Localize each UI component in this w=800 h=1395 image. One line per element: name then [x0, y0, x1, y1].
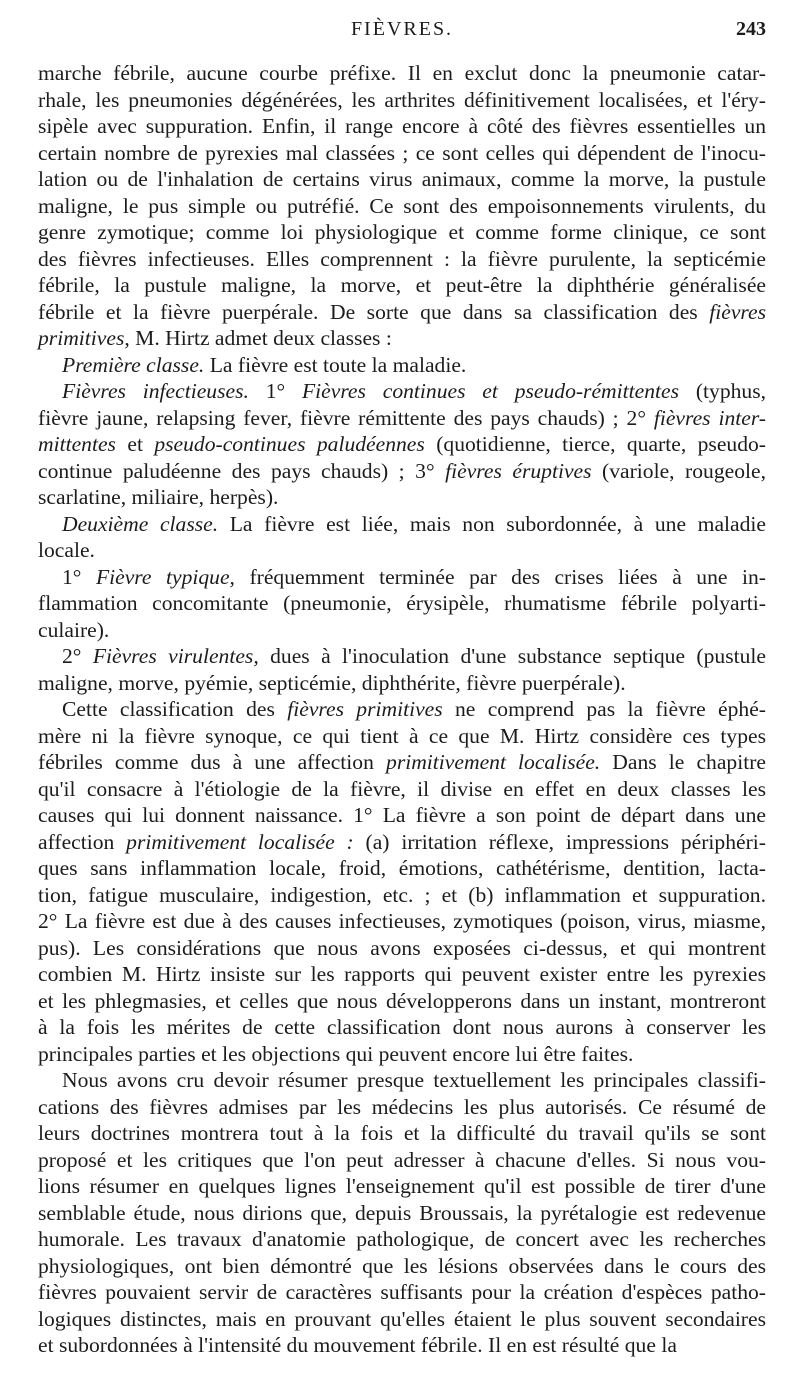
text-segment: 2° — [62, 644, 93, 668]
text-line — [38, 1147, 766, 1174]
text-line — [38, 723, 766, 750]
text-line — [38, 829, 766, 856]
text-segment: flammation concomitante (pneumonie, érysipèle, rhumatisme fébrile polyarti- — [38, 591, 766, 615]
text-line — [38, 670, 766, 697]
text-line — [38, 113, 766, 140]
italic-text: fièvres inter- — [653, 405, 766, 430]
text-line — [38, 935, 766, 962]
text-segment: (a) irritation réflexe, impressions périphéri- — [353, 829, 766, 854]
text-segment: humorale. Les travaux d'anatomie pathologique, de concert avec les recherches — [38, 1227, 766, 1251]
text-line — [38, 511, 766, 538]
text-line — [38, 484, 766, 511]
text-line — [38, 776, 766, 803]
text-segment: maligne, le pus simple ou putréfié. Ce sont des empoisonnements virulents, du — [38, 193, 766, 218]
text-segment: mère ni la fièvre synoque, ce qui tient à ce que M. Hirtz considère ces types — [38, 723, 766, 748]
italic-text: primitives — [38, 326, 125, 350]
text-line — [38, 988, 766, 1015]
text-segment: ques sans inflammation locale, froid, émotions, cathétérisme, dentition, lacta- — [38, 856, 766, 880]
text-segment: certain nombre de pyrexies mal classées ; ce sont celles qui dépendent de l'inocu- — [38, 140, 766, 165]
text-segment: ne comprend pas la fièvre éphé- — [442, 697, 766, 721]
text-segment: continue paludéenne des pays chauds) ; 3° — [38, 458, 446, 483]
text-segment: La fièvre est toute la maladie. — [204, 352, 467, 377]
text-segment: maligne, morve, pyémie, septicémie, diphthérite, fièvre puerpérale). — [38, 670, 626, 695]
text-line — [38, 1173, 766, 1200]
italic-text: Fièvre typique — [95, 564, 230, 589]
text-segment: fébrile, la pustule maligne, la morve, et peut-être la diphthérie généralisée — [38, 273, 766, 297]
text-line — [38, 87, 766, 114]
text-line — [38, 590, 766, 617]
italic-text: pseudo-continues paludéennes — [154, 432, 425, 456]
running-title: FIÈVRES. — [350, 18, 454, 40]
text-line — [38, 219, 766, 246]
text-line — [38, 617, 766, 644]
text-segment: logiques distinctes, mais en prouvant qu'elles étaient le plus souvent secondaires — [38, 1306, 766, 1331]
text-segment: des fièvres infectieuses. Elles comprennent : la fièvre purulente, la septicémie — [38, 246, 766, 271]
italic-text: Deuxième classe. — [62, 511, 219, 536]
running-head — [38, 4, 766, 50]
text-line — [38, 855, 766, 882]
text-line — [38, 140, 766, 167]
text-line — [38, 352, 766, 379]
italic-text: fièvres — [709, 299, 766, 324]
text-line — [38, 405, 766, 432]
text-line — [38, 166, 766, 193]
text-line — [38, 1332, 766, 1359]
body-text — [38, 60, 766, 1359]
text-line — [38, 537, 766, 564]
text-line — [38, 1279, 766, 1306]
text-segment: et — [115, 432, 155, 456]
italic-text: Fièvres continues et pseudo-rémittentes — [301, 379, 680, 403]
text-segment: principales parties et les objections qui peuvent encore lui être faites. — [38, 1041, 634, 1066]
text-line — [38, 1226, 766, 1253]
text-line — [38, 458, 766, 485]
text-segment: leurs doctrines montrera tout à la fois et la difficulté du travail qu'ils se sont — [38, 1121, 766, 1145]
text-line — [38, 564, 766, 591]
italic-text: fièvres éruptives — [445, 458, 592, 483]
text-segment: proposé et les critiques que l'on peut adresser à chacune d'elles. Si nous vou- — [38, 1147, 766, 1172]
text-segment: marche fébrile, aucune courbe préfixe. Il en exclut donc la pneumonie catar- — [38, 61, 766, 85]
text-segment: Nous avons cru devoir résumer presque textuellement les principales classifi- — [62, 1068, 766, 1092]
text-line — [38, 961, 766, 988]
text-line — [38, 1094, 766, 1121]
text-segment: tion, fatigue musculaire, indigestion, etc. ; et (b) inflammation et suppuration. — [38, 882, 766, 907]
text-line — [38, 246, 766, 273]
text-segment: fébrile et la fièvre puerpérale. De sorte que dans sa classification des — [38, 299, 710, 324]
text-segment: sipèle avec suppuration. Enfin, il range encore à côté des fièvres essentielles un — [38, 114, 766, 138]
text-segment: scarlatine, miliaire, herpès). — [38, 485, 279, 509]
italic-text: fièvres primitives — [287, 697, 443, 721]
text-line — [38, 378, 766, 405]
text-segment: locale. — [38, 538, 95, 562]
text-line — [38, 749, 766, 776]
text-line — [38, 1253, 766, 1280]
text-segment: 1° — [248, 379, 302, 403]
text-line — [38, 1306, 766, 1333]
text-segment: cations des fièvres admises par les médecins les plus autorisés. Ce résumé de — [38, 1094, 766, 1119]
text-line — [38, 299, 766, 326]
italic-text: Fièvres virulentes, — [92, 644, 259, 668]
text-line — [38, 1014, 766, 1041]
text-line — [38, 60, 766, 87]
italic-text: primitivement localisée : — [126, 829, 354, 854]
text-line — [38, 431, 766, 458]
italic-text: Fièvres infectieuses. — [62, 379, 249, 403]
page-number: 243 — [736, 18, 766, 40]
text-line — [38, 696, 766, 723]
text-segment: 1° — [62, 564, 96, 589]
text-segment: qu'il consacre à l'étiologie de la fièvre, il divise en effet en deux classes les — [38, 776, 766, 801]
text-segment: (variole, rougeole, — [591, 458, 766, 483]
text-segment: Dans le chapitre — [600, 750, 767, 774]
text-line — [38, 802, 766, 829]
text-segment: lation ou de l'inhalation de certains virus animaux, comme la morve, la pustule — [38, 167, 766, 191]
text-segment: culaire). — [38, 617, 110, 642]
text-line — [38, 1200, 766, 1227]
text-line — [38, 1041, 766, 1068]
text-segment: pus). Les considérations que nous avons exposées ci-dessus, et qui montrent — [38, 935, 766, 960]
text-line — [38, 882, 766, 909]
text-line — [38, 643, 766, 670]
text-line — [38, 1120, 766, 1147]
text-line — [38, 908, 766, 935]
text-segment: fébriles comme dus à une affection — [38, 750, 387, 774]
text-segment: 2° La fièvre est due à des causes infectieuses, zymotiques (poison, virus, miasme, — [38, 909, 766, 933]
text-segment: (quotidienne, tierce, quarte, pseudo- — [424, 432, 766, 456]
text-segment: combien M. Hirtz insiste sur les rapports qui peuvent exister entre les pyrexies — [38, 962, 766, 986]
text-segment: à la fois les mérites de cette classification dont nous aurons à conserver les — [38, 1015, 766, 1039]
text-segment: rhale, les pneumonies dégénérées, les arthrites définitivement localisées, et l'éry- — [38, 87, 766, 112]
text-segment: causes qui lui donnent naissance. 1° La fièvre a son point de départ dans une — [38, 803, 766, 827]
text-segment: (typhus, — [679, 379, 767, 403]
text-segment: , M. Hirtz admet deux classes : — [124, 326, 392, 350]
italic-text: mittentes — [38, 432, 116, 456]
text-segment: La fièvre est liée, mais non subordonnée, à une maladie — [218, 511, 766, 536]
text-segment: Cette classification des — [62, 697, 288, 721]
text-segment: , fréquemment terminée par des crises liées à une in- — [229, 564, 766, 589]
text-line — [38, 272, 766, 299]
text-segment: fièvre jaune, relapsing fever, fièvre rémittente des pays chauds) ; 2° — [38, 405, 654, 430]
text-segment: et les phlegmasies, et celles que nous développerons dans un instant, montreront — [38, 988, 766, 1013]
text-segment: affection — [38, 829, 127, 854]
text-segment: dues à l'inoculation d'une substance septique (pustule — [258, 644, 766, 668]
italic-text: Première classe. — [62, 352, 205, 377]
text-segment: genre zymotique; comme loi physiologique et comme forme clinique, ce sont — [38, 220, 766, 244]
text-segment: et subordonnées à l'intensité du mouvement fébrile. Il en est résulté que la — [38, 1333, 677, 1357]
text-segment: physiologiques, ont bien démontré que les lésions observées dans le cours des — [38, 1253, 766, 1278]
text-segment: semblable étude, nous dirions que, depuis Broussais, la pyrétalogie est redevenue — [38, 1200, 766, 1225]
text-segment: fièvres pouvaient servir de caractères suffisants pour la création d'espèces patho- — [38, 1280, 766, 1304]
italic-text: primitivement localisée. — [386, 750, 601, 774]
text-line — [38, 325, 766, 352]
text-segment: lions résumer en quelques lignes l'enseignement qu'il est possible de tirer d'une — [38, 1174, 766, 1198]
text-line — [38, 193, 766, 220]
text-line — [38, 1067, 766, 1094]
